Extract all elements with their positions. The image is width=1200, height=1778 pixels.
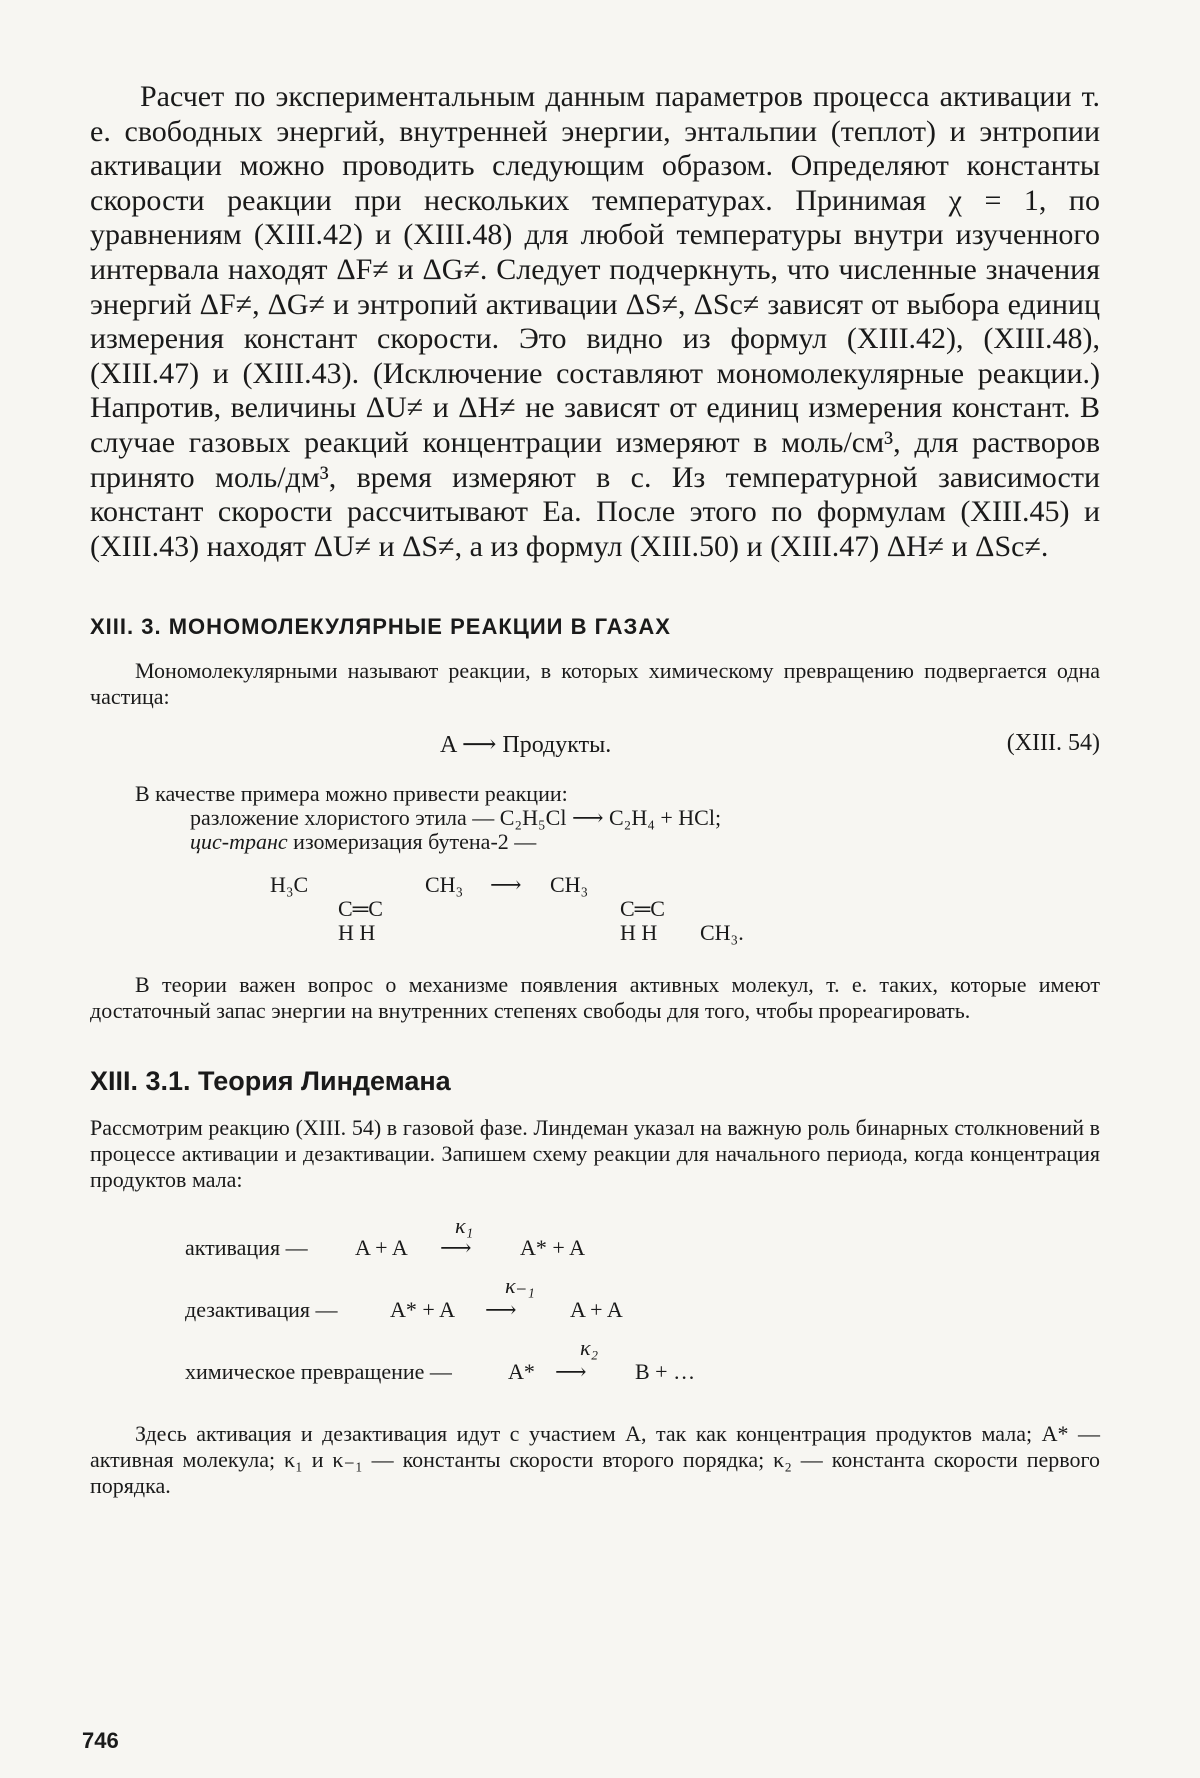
right-hydrogens: H H [620,920,658,946]
right-ch3-top: CH₃ [550,872,589,898]
scheme-k-transformation: κ₂ [580,1335,599,1361]
scheme-lhs-deactivation: A* + A [390,1297,455,1323]
final-paragraph: Здесь активация и дезактивация идут с участием A, так как концентрация продуктов мала; A* — активная молекула; κ₁ и κ₋₁ — константы скорости второго порядка; κ₂ — константа скорости первого порядка. [90,1421,1100,1499]
theory-paragraph: В теории важен вопрос о механизме появления активных молекул, т. е. таких, которые имеют достаточный запас энергии на внутренних степенях свободы для того, чтобы прореагировать. [90,972,1100,1024]
right-double-bond: C═C [620,896,665,922]
reaction-scheme [90,1207,1100,1407]
scheme-arrow-transformation: ⟶ [555,1359,587,1385]
example-2 [90,830,1100,854]
page-content [90,80,1100,1499]
scheme-k-activation: κ₁ [455,1213,474,1239]
scheme-rhs-activation: A* + A [520,1235,585,1261]
scheme-k-deactivation: κ₋₁ [505,1273,535,1299]
page-number: 746 [82,1728,119,1753]
scheme-lhs-activation: A + A [355,1235,408,1261]
scheme-rhs-deactivation: A + A [570,1297,623,1323]
equation-54 [90,726,1100,764]
scheme-lhs-transformation: A* [508,1359,535,1385]
left-double-bond: C═C [338,896,383,922]
examples-intro: В качестве примера можно привести реакции: [135,781,568,807]
left-ch3: CH₃ [425,872,464,898]
scheme-label-activation: активация — [185,1235,308,1261]
equation-number: (XIII. 54) [1006,730,1100,757]
isomer-arrow: ⟶ [490,872,522,898]
left-h3c: H₃C [270,872,309,898]
scheme-arrow-deactivation: ⟶ [485,1297,517,1323]
scheme-label-transformation: химическое превращение — [185,1359,452,1385]
example-1: разложение хлористого этила — C₂H₅Cl ⟶ C₂H₄ + HCl; [190,805,722,831]
section-title: XIII. 3. МОНОМОЛЕКУЛЯРНЫЕ РЕАКЦИИ В ГАЗАХ [90,614,671,640]
left-hydrogens: H H [338,920,376,946]
scheme-arrow-activation: ⟶ [440,1235,472,1261]
lindemann-paragraph: Рассмотрим реакцию (XIII. 54) в газовой фазе. Линдеман указал на важную роль бинарных столкновений в процессе активации и дезактивации. Запишем схему реакции для начального периода, когда концентрация продуктов мала: [90,1115,1100,1193]
examples-block [90,782,1100,854]
equation-text: A ⟶ Продукты. [440,732,612,759]
example-2-text: изомеризация бутена-2 — [287,829,537,855]
isomerization-structure [90,870,1100,962]
section-intro: Мономолекулярными называют реакции, в которых химическому превращению подвергается одна частица: [90,658,1100,710]
scheme-label-deactivation: дезактивация — [185,1297,338,1323]
scheme-rhs-transformation: B + … [635,1359,696,1385]
right-ch3-bottom: CH₃. [700,920,744,946]
subsection-title: XIII. 3.1. Теория Линдемана [90,1066,451,1097]
intro-paragraph: Расчет по экспериментальным данным параметров процесса активации т. е. свободных энергий, внутренней энергии, энтальпии (теплот) и энтропии активации можно проводить следующим образом. Определяют константы скорости реакции при нескольких температурах. Принимая χ = 1, по уравнениям (XIII.42) и (XIII.48) для любой температуры внутри изученного интервала находят ΔF≠ и ΔG≠. Следует подчеркнуть, что численные значения энергий ΔF≠, ΔG≠ и энтропий активации ΔS≠, ΔSc≠ зависят от выбора единиц измерения констант скорости. Это видно из формул (XIII.42), (XIII.48), (XIII.47) и (XIII.43). (Исключение составляют мономолекулярные реакции.) Напротив, величины ΔU≠ и ΔH≠ не зависят от единиц измерения констант. В случае газовых реакций концентрации измеряют в моль/см³, для растворов принято моль/дм³, время измеряют в с. Из температурной зависимости констант скорости рассчитывают Ea. После этого по формулам (XIII.45) и (XIII.43) находят ΔU≠ и ΔS≠, а из формул (XIII.50) и (XIII.47) ΔH≠ и ΔSc≠. [90,80,1100,563]
example-2-italic: цис-транс [190,829,288,855]
